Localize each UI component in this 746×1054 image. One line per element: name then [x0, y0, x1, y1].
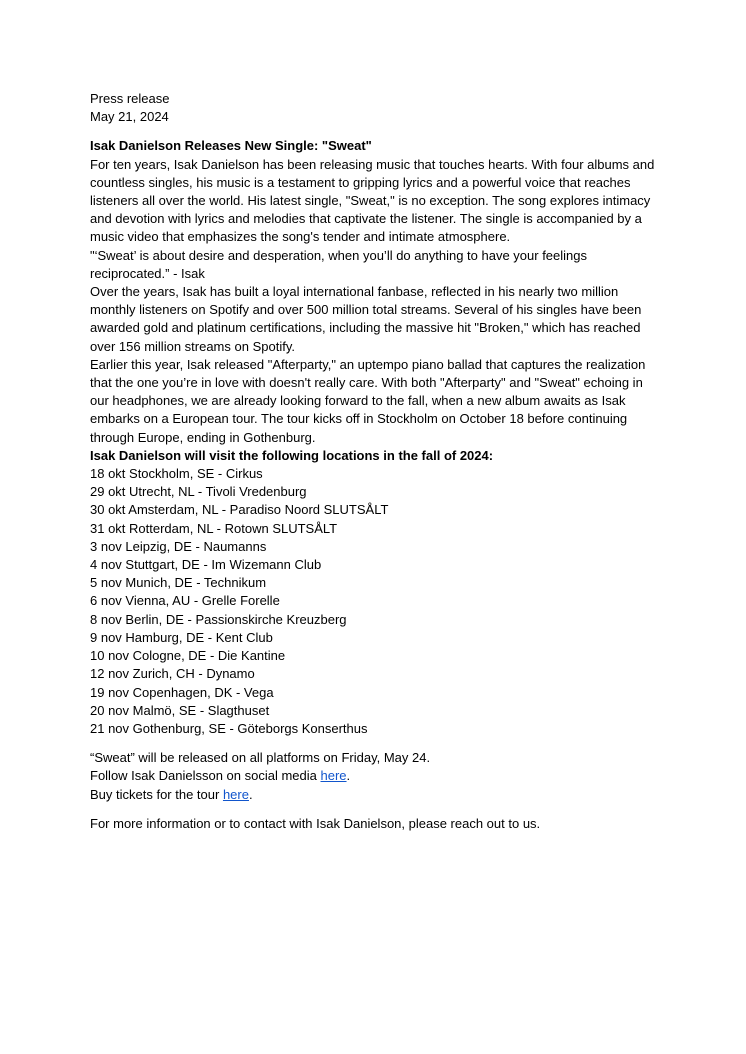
- release-info: [90, 749, 660, 804]
- follow-line: [90, 767, 660, 785]
- follow-text: Follow Isak Danielsson on social media: [90, 768, 321, 784]
- quote-paragraph: "‘Sweat’ is about desire and desperation, when you’ll do anything to have your feelings reciprocated.” - Isak: [90, 247, 588, 281]
- tickets-period: .: [248, 786, 253, 802]
- tour-date-item: 8 nov Berlin, DE - Passionskirche Kreuzberg: [90, 611, 347, 627]
- tickets-link[interactable]: here: [222, 786, 249, 802]
- tour-date-item: 4 nov Stuttgart, DE - Im Wizemann Club: [90, 557, 322, 573]
- tour-date-item: 31 okt Rotterdam, NL - Rotown SLUTSÅLT: [90, 520, 338, 536]
- document-header: [90, 90, 660, 126]
- tour-date-item: 19 nov Copenhagen, DK - Vega: [90, 684, 274, 700]
- tour-date-item: 21 nov Gothenburg, SE - Göteborgs Konserthus: [90, 720, 368, 736]
- fanbase-paragraph: Over the years, Isak has built a loyal international fanbase, reflected in his nearly two million monthly listeners on Spotify and over 500 million total streams. Several of his singles have been awarded gold and platinum certifications, including the massive hit "Broken," which has reached over 156 million streams on Spotify.: [90, 284, 642, 354]
- tour-date-item: 18 okt Stockholm, SE - Cirkus: [90, 466, 263, 482]
- tour-heading: Isak Danielson will visit the following locations in the fall of 2024:: [90, 447, 494, 463]
- headline: Isak Danielson Releases New Single: "Sweat": [90, 138, 372, 154]
- release-line: “Sweat” will be released on all platforms on Friday, May 24.: [90, 750, 431, 766]
- tickets-text: Buy tickets for the tour: [90, 786, 223, 802]
- tour-date-item: 9 nov Hamburg, DE - Kent Club: [90, 629, 273, 645]
- social-media-link[interactable]: here: [320, 768, 347, 784]
- header-label: Press release: [90, 91, 170, 106]
- tour-date-item: 5 nov Munich, DE - Technikum: [90, 575, 267, 591]
- intro-paragraph: For ten years, Isak Danielson has been releasing music that touches hearts. With four albums and countless singles, his music is a testament to gripping lyrics and a powerful voice that reaches listeners all over the world. His latest single, "Sweat," is no exception. The song explores intimacy and devotion with lyrics and melodies that captivate the listener. The single is accompanied by a music video that emphasizes the song's tender and intimate atmosphere.: [90, 156, 655, 245]
- release-date: May 21, 2024: [90, 109, 169, 125]
- tour-date-item: 20 nov Malmö, SE - Slagthuset: [90, 702, 270, 718]
- tour-date-item: 6 nov Vienna, AU - Grelle Forelle: [90, 593, 280, 609]
- press-release-document: [90, 90, 660, 833]
- tickets-line: [90, 786, 660, 804]
- closing-paragraph: For more information or to contact with Isak Danielson, please reach out to us.: [90, 815, 541, 831]
- tour-dates-list: [90, 465, 660, 738]
- tour-date-item: 10 nov Cologne, DE - Die Kantine: [90, 648, 286, 664]
- tour-date-item: 12 nov Zurich, CH - Dynamo: [90, 666, 255, 682]
- afterparty-paragraph: Earlier this year, Isak released "Afterparty," an uptempo piano ballad that captures the realization that the one you’re in love with doesn't really care. With both "Afterparty" and "Sweat" echoing in our headphones, we are already looking forward to the fall, when a new album awaits as Isak embarks on a European tour. The tour kicks off in Stockholm on October 18 before continuing through Europe, ending in Gothenburg.: [90, 356, 646, 445]
- tour-date-item: 30 okt Amsterdam, NL - Paradiso Noord SLUTSÅLT: [90, 502, 389, 518]
- tour-date-item: 3 nov Leipzig, DE - Naumanns: [90, 538, 267, 554]
- follow-period: .: [346, 768, 351, 784]
- tour-date-item: 29 okt Utrecht, NL - Tivoli Vredenburg: [90, 484, 307, 500]
